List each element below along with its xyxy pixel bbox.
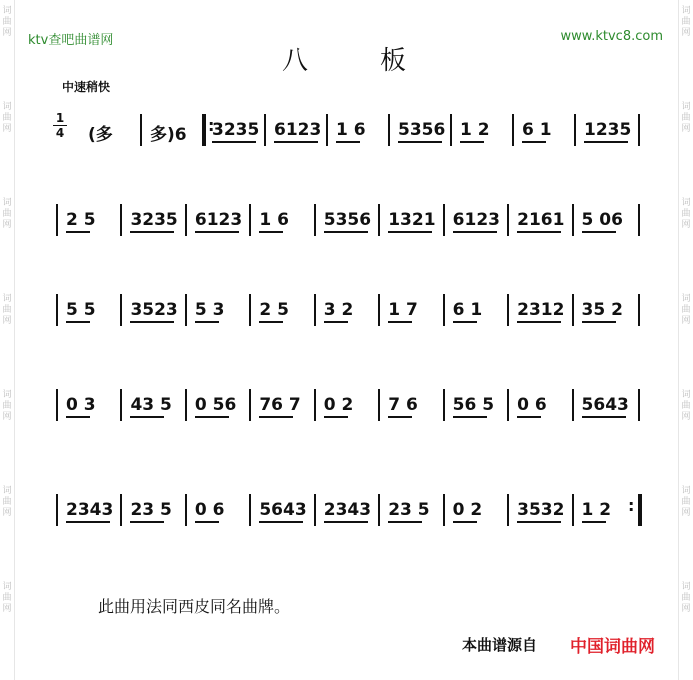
beam-underline [460,141,484,143]
measure [274,110,326,150]
measure [259,200,313,240]
watermark-glyph: 网 [2,124,12,134]
watermark-glyph: 曲 [681,17,691,27]
measure-notes: 2343 [66,500,114,520]
barline [120,294,122,326]
beam-underline [324,416,348,418]
beam-underline [388,521,422,523]
barline [572,494,574,526]
beam-underline [388,321,412,323]
beam-underline [517,231,561,233]
measure-notes: 2161 [517,210,565,230]
measure-notes: 2312 [517,300,565,320]
barline [378,389,380,421]
measure [88,110,140,150]
score-row [60,110,650,150]
beam-underline [398,141,442,143]
measure [324,200,378,240]
measure [130,290,184,330]
barline [185,494,187,526]
watermark-glyph: 网 [2,316,12,326]
barline [443,294,445,326]
measure [66,385,120,425]
measure-notes: 76 7 [259,395,301,415]
measure-notes: (多 [88,125,113,145]
barline [512,114,514,146]
measure [130,385,184,425]
measure [130,490,184,530]
watermark-glyph: 词 [681,102,691,112]
barline [507,389,509,421]
measure [130,200,184,240]
watermark-glyph: 词 [681,486,691,496]
measure [453,290,507,330]
score-row [60,385,650,425]
beam-underline [453,416,487,418]
beam-underline [66,321,90,323]
watermark-glyph: 曲 [2,17,12,27]
beam-underline [453,521,477,523]
measure-notes: 1 6 [336,120,366,140]
measure-notes: 3235 [130,210,178,230]
measure [388,385,442,425]
measure-notes: 23 5 [388,500,430,520]
beam-underline [195,321,219,323]
barline [638,114,640,146]
barline [249,389,251,421]
beam-underline [324,321,348,323]
repeat-end-dots: : [628,496,635,515]
barline [507,494,509,526]
barline [314,204,316,236]
measure-notes: 2 5 [259,300,289,320]
measure-notes: 6 1 [522,120,552,140]
watermark-glyph: 词 [2,6,12,16]
measure [195,385,249,425]
measure [517,490,571,530]
measure-notes: 6123 [194,210,243,230]
measure [66,490,120,530]
barline [443,389,445,421]
watermark-glyph: 词 [2,294,12,304]
measure-notes: 1 2 [581,500,612,520]
watermark-glyph: 曲 [2,401,12,411]
measure-notes: 1321 [388,210,436,230]
barline [249,494,251,526]
measure-notes: 0 56 [194,395,237,415]
beam-underline [582,416,626,418]
barline [572,204,574,236]
right-watermark-strip [678,0,693,680]
barline [638,389,640,421]
barline [388,114,390,146]
barline [314,494,316,526]
barline [185,294,187,326]
watermark-glyph: 曲 [681,497,691,507]
watermark-glyph: 曲 [2,497,12,507]
measure-notes: 0 6 [194,500,225,520]
barline [443,204,445,236]
barline [572,389,574,421]
measure [582,200,636,240]
beam-underline [259,521,303,523]
measure [453,490,507,530]
beam-underline [388,416,412,418]
score-row [60,490,650,530]
beam-underline [130,521,164,523]
barline [378,494,380,526]
left-watermark-strip [0,0,15,680]
measure-notes: 5643 [259,500,307,520]
watermark-glyph: 网 [681,508,691,518]
measure [212,110,264,150]
barline [185,389,187,421]
watermark-glyph: 曲 [681,209,691,219]
beam-underline [582,231,616,233]
beam-underline [66,416,90,418]
watermark-glyph: 网 [2,412,12,422]
measure-notes: 5643 [581,395,629,415]
measure-notes: 0 6 [517,395,547,415]
measure [517,200,571,240]
watermark-glyph: 曲 [681,113,691,123]
beam-underline [259,416,293,418]
measure [460,110,512,150]
barline [56,494,58,526]
measure-notes: 1 6 [259,210,289,230]
barline [378,204,380,236]
watermark-glyph: 网 [681,124,691,134]
beam-underline [517,416,541,418]
watermark-glyph: 词 [2,582,12,592]
beam-underline [336,141,360,143]
beam-underline [212,141,256,143]
measure-notes: 3235 [212,120,260,140]
measure-notes: 1 2 [460,120,490,140]
watermark-glyph: 词 [681,294,691,304]
time-signature-top: 1 [55,111,65,125]
measure-notes: 35 2 [581,300,623,320]
watermark-glyph: 网 [681,316,691,326]
watermark-glyph: 词 [2,390,12,400]
site-url-right: www.ktvc8.com [560,29,663,44]
barline [185,204,187,236]
beam-underline [195,416,229,418]
score-title: 八板 [282,46,479,76]
measure-notes: 2 5 [66,210,96,230]
measure-notes: 1235 [584,120,632,140]
beam-underline [522,141,546,143]
watermark-glyph: 词 [681,582,691,592]
beam-underline [274,141,318,143]
barline [572,294,574,326]
barline [326,114,328,146]
beam-underline [259,321,283,323]
measure [388,490,442,530]
measure-notes: 多)6 [150,125,187,145]
tempo-marking: 中速稍快 [62,80,111,94]
measure [522,110,574,150]
measure-notes: 3 2 [323,300,354,320]
barline [638,294,640,326]
barline [140,114,142,146]
watermark-glyph: 词 [2,198,12,208]
measure-notes: 23 5 [130,500,172,520]
measure [398,110,450,150]
watermark-glyph: 曲 [2,209,12,219]
barline [574,114,576,146]
watermark-glyph: 曲 [681,401,691,411]
watermark-glyph: 网 [2,508,12,518]
barline [56,294,58,326]
measure-notes: 56 5 [452,395,495,415]
beam-underline [66,231,90,233]
measure [453,200,507,240]
watermark-glyph: 网 [681,604,691,614]
score-row [60,290,650,330]
barline [249,294,251,326]
measure [259,290,313,330]
beam-underline [388,231,432,233]
barline [638,204,640,236]
watermark-glyph: 曲 [681,305,691,315]
score-row [60,200,650,240]
watermark-glyph: 曲 [681,593,691,603]
watermark-glyph: 曲 [2,593,12,603]
watermark-glyph: 网 [2,604,12,614]
measure [259,385,313,425]
barline [120,494,122,526]
watermark-glyph: 网 [681,412,691,422]
measure-notes: 1 7 [388,300,418,320]
barline [314,294,316,326]
usage-note: 此曲用法同西皮同名曲牌。 [98,597,291,616]
measure-notes: 5 06 [581,210,623,230]
beam-underline [195,521,219,523]
measure-notes: 6123 [452,210,500,230]
measure [195,490,249,530]
measure-notes: 5356 [398,120,446,140]
barline [507,294,509,326]
beam-underline [582,521,606,523]
measure [517,385,571,425]
measure [195,290,249,330]
repeat-start-dots: : [208,116,215,135]
barline [314,389,316,421]
measure [324,490,378,530]
measure [66,290,120,330]
measure-notes: 0 3 [66,395,96,415]
measure-notes: 6 1 [452,300,483,320]
watermark-glyph: 网 [681,28,691,38]
watermark-glyph: 曲 [2,305,12,315]
beam-underline [517,321,561,323]
measure-notes: 0 2 [452,500,483,520]
beam-underline [453,231,497,233]
measure-notes: 2343 [323,500,372,520]
measure-notes: 7 6 [388,395,418,415]
measure [324,385,378,425]
beam-underline [130,231,174,233]
measure-notes: 3523 [130,300,178,320]
barline [249,204,251,236]
beam-underline [324,231,368,233]
measure [582,385,636,425]
measure [336,110,388,150]
watermark-glyph: 网 [2,28,12,38]
site-name-left: ktv查吧曲谱网 [28,33,114,48]
barline [120,204,122,236]
barline [443,494,445,526]
beam-underline [130,321,174,323]
measure [388,290,442,330]
measure-notes: 0 2 [323,395,354,415]
watermark-glyph: 词 [681,198,691,208]
beam-underline [195,231,239,233]
source-label: 本曲谱源自 [462,636,538,654]
measure [324,290,378,330]
measure [453,385,507,425]
measure [66,200,120,240]
barline [56,204,58,236]
beam-underline [582,321,616,323]
measure [150,110,202,150]
barline [264,114,266,146]
measure-notes: 5 3 [194,300,225,320]
beam-underline [453,321,477,323]
measure [582,290,636,330]
measure [517,290,571,330]
watermark-glyph: 网 [2,220,12,230]
measure [584,110,636,150]
measure-notes: 5 5 [66,300,96,320]
time-signature-bottom: 4 [55,126,65,140]
barline [56,389,58,421]
measure [195,200,249,240]
beam-underline [130,416,164,418]
barline [202,114,206,146]
beam-underline [66,521,110,523]
measure-notes: 6123 [274,120,322,140]
barline [378,294,380,326]
final-barline [638,494,642,526]
watermark-glyph: 网 [681,220,691,230]
beam-underline [324,521,368,523]
measure-notes: 3532 [517,500,565,520]
watermark-glyph: 词 [2,486,12,496]
barline [450,114,452,146]
barline [507,204,509,236]
beam-underline [517,521,561,523]
measure [259,490,313,530]
measure [388,200,442,240]
watermark-glyph: 曲 [2,113,12,123]
measure-notes: 43 5 [130,395,172,415]
watermark-glyph: 词 [681,6,691,16]
source-site: 中国词曲网 [570,637,655,657]
beam-underline [259,231,283,233]
watermark-glyph: 词 [681,390,691,400]
beam-underline [584,141,628,143]
measure-notes: 5356 [323,210,372,230]
watermark-glyph: 词 [2,102,12,112]
barline [120,389,122,421]
